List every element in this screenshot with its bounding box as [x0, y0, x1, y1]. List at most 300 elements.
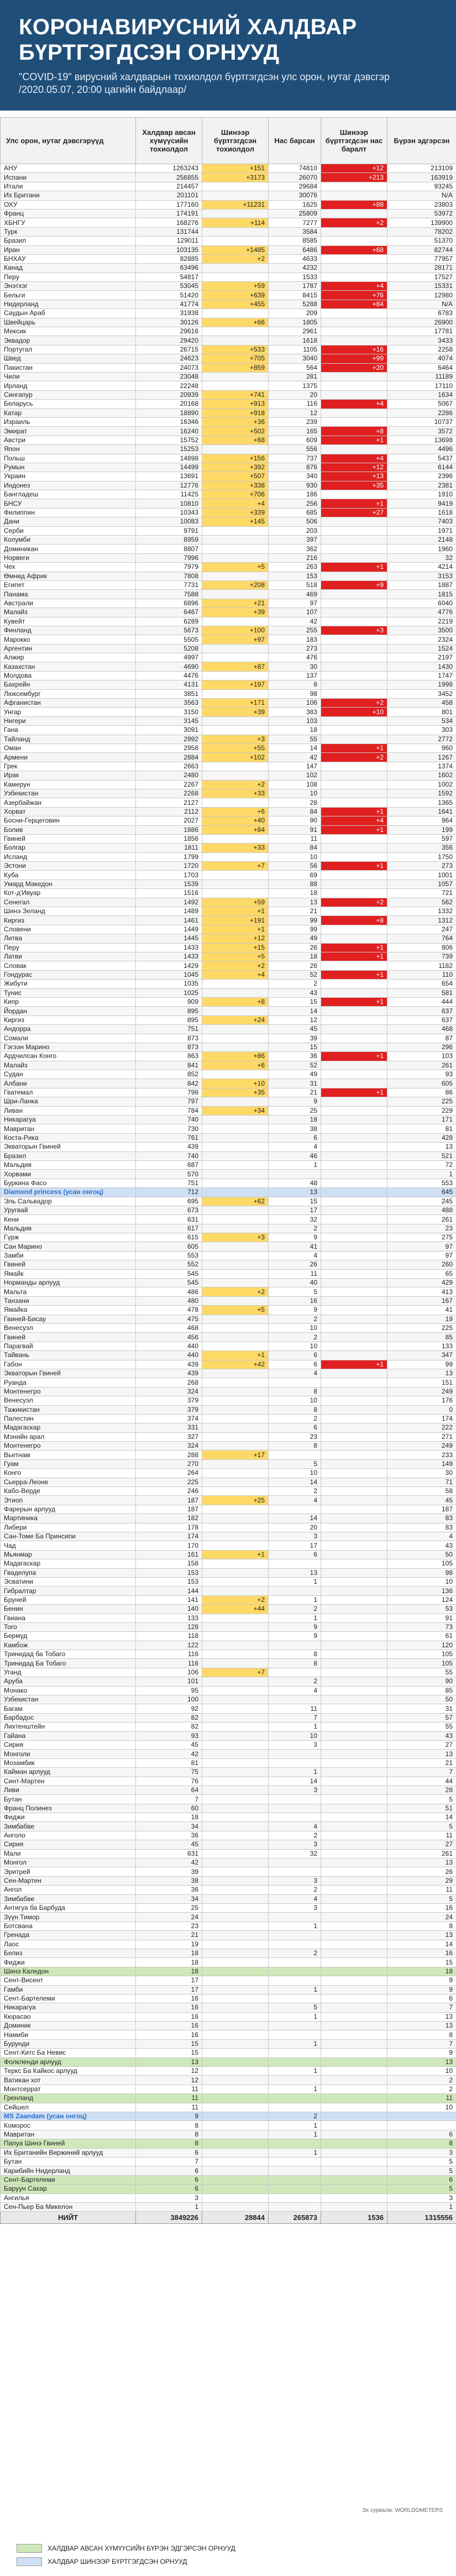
new-deaths-cell	[321, 644, 387, 653]
table-row	[1, 1921, 456, 1930]
cases-cell: 784	[136, 1106, 202, 1115]
new-cases-cell	[202, 1070, 269, 1079]
new-cases-cell: +191	[202, 916, 269, 925]
country-name-cell: Аруба	[1, 1677, 136, 1686]
country-name-cell: Гана	[1, 726, 136, 735]
table-row	[1, 716, 456, 725]
table-row	[1, 1949, 456, 1957]
table-row	[1, 291, 456, 300]
cases-cell: 740	[136, 1151, 202, 1160]
recovered-cell: 82744	[387, 245, 456, 254]
deaths-cell: 56	[269, 862, 321, 871]
deaths-cell	[269, 2103, 321, 2112]
new-cases-cell	[202, 1577, 269, 1586]
cases-cell: 751	[136, 1025, 202, 1034]
new-deaths-cell	[321, 1224, 387, 1233]
country-name-cell: Фолкленди арлууд	[1, 2057, 136, 2066]
cases-cell: 440	[136, 1342, 202, 1350]
country-name-cell: Алжир	[1, 653, 136, 662]
table-row	[1, 1704, 456, 1713]
country-name-cell: Киргиз	[1, 916, 136, 925]
country-name-cell: Хорват	[1, 807, 136, 816]
table-row	[1, 889, 456, 898]
recovered-cell: 2381	[387, 481, 456, 490]
new-cases-cell: +97	[202, 635, 269, 644]
new-deaths-cell	[321, 1260, 387, 1269]
new-cases-cell: +913	[202, 400, 269, 409]
table-row	[1, 2130, 456, 2139]
cases-cell: 2958	[136, 744, 202, 753]
new-deaths-cell	[321, 2157, 387, 2166]
recovered-cell: 1602	[387, 771, 456, 780]
new-deaths-cell	[321, 1414, 387, 1423]
table-row	[1, 1097, 456, 1106]
cases-cell: 605	[136, 1242, 202, 1251]
table-row	[1, 1034, 456, 1043]
cases-cell: 116	[136, 1650, 202, 1659]
cases-cell: 475	[136, 1315, 202, 1323]
country-name-cell: Антигуа ба Барбуда	[1, 1904, 136, 1913]
new-cases-cell	[202, 1432, 269, 1441]
deaths-cell: 1	[269, 2085, 321, 2093]
country-name-cell: Румын	[1, 463, 136, 472]
recovered-cell: 77957	[387, 254, 456, 263]
deaths-cell: 506	[269, 517, 321, 526]
new-cases-cell: +8	[202, 997, 269, 1006]
recovered-cell: 245	[387, 1197, 456, 1206]
new-cases-cell	[202, 762, 269, 771]
recovered-cell: 605	[387, 1079, 456, 1088]
new-deaths-cell: +1	[321, 744, 387, 753]
new-deaths-cell: +1	[321, 807, 387, 816]
table-row	[1, 1378, 456, 1387]
table-row	[1, 481, 456, 490]
cases-cell: 2992	[136, 735, 202, 744]
deaths-cell: 3	[269, 1840, 321, 1849]
new-cases-cell	[202, 1849, 269, 1858]
new-deaths-cell	[321, 1124, 387, 1133]
new-deaths-cell	[321, 1568, 387, 1577]
new-deaths-cell	[321, 381, 387, 390]
new-cases-cell	[202, 536, 269, 544]
new-cases-cell	[202, 771, 269, 780]
deaths-cell	[269, 2202, 321, 2211]
table-row	[1, 264, 456, 273]
new-cases-cell	[202, 1713, 269, 1722]
country-name-cell: Бангладеш	[1, 490, 136, 499]
country-name-cell: Эсватини	[1, 1577, 136, 1586]
table-row	[1, 1559, 456, 1568]
country-name-cell: Андорра	[1, 1025, 136, 1034]
new-deaths-cell	[321, 1405, 387, 1414]
new-cases-cell	[202, 1251, 269, 1260]
country-name-cell: Diamond princess (усан онгоц)	[1, 1188, 136, 1197]
country-name-cell: Сьерра-Леоне	[1, 1478, 136, 1486]
deaths-cell	[269, 1913, 321, 1921]
deaths-cell: 255	[269, 626, 321, 635]
country-name-cell: Австри	[1, 436, 136, 444]
recovered-cell: 73	[387, 1622, 456, 1631]
new-deaths-cell: +2	[321, 218, 387, 227]
recovered-cell: 97	[387, 1242, 456, 1251]
new-deaths-cell	[321, 1921, 387, 1930]
country-name-cell: Пакистан	[1, 363, 136, 372]
country-name-cell: Этиоп	[1, 1496, 136, 1505]
country-name-cell: Тайвань	[1, 1351, 136, 1360]
new-deaths-cell	[321, 608, 387, 617]
table-row	[1, 1251, 456, 1260]
table-row	[1, 1197, 456, 1206]
cases-cell: 468	[136, 1324, 202, 1333]
new-deaths-cell	[321, 2193, 387, 2202]
recovered-cell: 645	[387, 1188, 456, 1197]
table-row	[1, 2166, 456, 2175]
new-cases-cell	[202, 834, 269, 843]
new-cases-cell	[202, 653, 269, 662]
deaths-cell: 1	[269, 1921, 321, 1930]
recovered-cell: 13698	[387, 436, 456, 444]
new-deaths-cell	[321, 536, 387, 544]
table-row	[1, 1840, 456, 1849]
new-deaths-cell	[321, 1931, 387, 1940]
deaths-cell: 38	[269, 1124, 321, 1133]
table-row	[1, 590, 456, 599]
cases-cell: 456	[136, 1333, 202, 1342]
table-row	[1, 508, 456, 517]
deaths-cell: 45	[269, 1025, 321, 1034]
deaths-cell: 13	[269, 1568, 321, 1577]
deaths-cell: 876	[269, 463, 321, 472]
recovered-cell: 347	[387, 1351, 456, 1360]
new-cases-cell: +66	[202, 318, 269, 327]
table-row	[1, 1224, 456, 1233]
deaths-cell: 15	[269, 997, 321, 1006]
deaths-cell: 41	[269, 1242, 321, 1251]
country-name-cell: Замби	[1, 1251, 136, 1260]
deaths-cell: 20	[269, 390, 321, 399]
new-cases-cell: +156	[202, 454, 269, 463]
table-row	[1, 1858, 456, 1867]
country-name-cell: Сент-Висент	[1, 1976, 136, 1985]
table-row	[1, 997, 456, 1006]
table-row	[1, 1795, 456, 1804]
table-row	[1, 1188, 456, 1197]
table-row	[1, 1287, 456, 1296]
recovered-cell: 581	[387, 988, 456, 997]
recovered-cell: 654	[387, 980, 456, 988]
country-name-cell: Эль Сальвадор	[1, 1197, 136, 1206]
cases-cell: 16	[136, 2030, 202, 2039]
recovered-cell: 2197	[387, 653, 456, 662]
deaths-cell: 49	[269, 1070, 321, 1079]
cases-cell: 133	[136, 1614, 202, 1622]
recovered-cell: 23	[387, 1224, 456, 1233]
country-name-cell: Сент-Бартелеми	[1, 1994, 136, 2003]
deaths-cell: 930	[269, 481, 321, 490]
country-name-cell: Йордан	[1, 1007, 136, 1015]
new-deaths-cell	[321, 1650, 387, 1659]
new-cases-cell	[202, 1279, 269, 1287]
new-cases-cell	[202, 1822, 269, 1831]
new-cases-cell	[202, 2003, 269, 2012]
recovered-cell: 11	[387, 1831, 456, 1840]
deaths-cell: 26070	[269, 173, 321, 182]
deaths-cell: 31	[269, 1079, 321, 1088]
table-row	[1, 544, 456, 553]
new-cases-cell	[202, 553, 269, 562]
cases-cell: 545	[136, 1279, 202, 1287]
new-deaths-cell: +1	[321, 1360, 387, 1369]
deaths-cell: 4	[269, 1822, 321, 1831]
recovered-cell: 21	[387, 1758, 456, 1767]
new-deaths-cell	[321, 1904, 387, 1913]
cases-cell: 16346	[136, 417, 202, 426]
table-row	[1, 653, 456, 662]
new-cases-cell	[202, 1614, 269, 1622]
deaths-cell: 4	[269, 1496, 321, 1505]
new-cases-cell	[202, 1423, 269, 1432]
country-name-cell: Шинэ Зеланд	[1, 907, 136, 916]
new-cases-cell	[202, 1442, 269, 1451]
table-row	[1, 1822, 456, 1831]
new-deaths-cell	[321, 852, 387, 861]
cases-cell: 379	[136, 1396, 202, 1405]
new-cases-cell: +40	[202, 816, 269, 825]
deaths-cell	[269, 2057, 321, 2066]
country-name-cell: Венесуэл	[1, 1396, 136, 1405]
recovered-cell: 5	[387, 2166, 456, 2175]
table-row	[1, 1632, 456, 1641]
cases-cell: 3150	[136, 708, 202, 716]
recovered-cell: 44	[387, 1777, 456, 1786]
deaths-cell: 3	[269, 1786, 321, 1794]
new-cases-cell	[202, 1568, 269, 1577]
new-deaths-cell	[321, 2130, 387, 2139]
recovered-cell: 964	[387, 816, 456, 825]
cases-cell: 4476	[136, 671, 202, 680]
new-cases-cell: +100	[202, 626, 269, 635]
new-deaths-cell	[321, 1143, 387, 1151]
cases-cell: 4997	[136, 653, 202, 662]
table-row	[1, 1668, 456, 1677]
cases-cell: 439	[136, 1360, 202, 1369]
new-cases-cell	[202, 2076, 269, 2085]
recovered-cell: 5437	[387, 454, 456, 463]
new-cases-cell	[202, 1215, 269, 1224]
country-name-cell: Ангол	[1, 1886, 136, 1894]
recovered-cell: 51370	[387, 237, 456, 245]
cases-cell: 615	[136, 1233, 202, 1242]
new-cases-cell: +145	[202, 517, 269, 526]
new-cases-cell: +3	[202, 735, 269, 744]
recovered-cell: 120	[387, 1641, 456, 1650]
cases-cell: 264	[136, 1469, 202, 1478]
deaths-cell: 84	[269, 844, 321, 852]
country-name-cell: Монтенегро	[1, 1442, 136, 1451]
deaths-cell: 40	[269, 1279, 321, 1287]
country-name-cell: Бутан	[1, 1795, 136, 1804]
country-name-cell: Мальта	[1, 1287, 136, 1296]
new-cases-cell: +706	[202, 490, 269, 499]
deaths-cell: 16	[269, 1296, 321, 1305]
new-deaths-cell	[321, 2148, 387, 2157]
country-name-cell: Люксембург	[1, 689, 136, 698]
new-deaths-cell	[321, 789, 387, 798]
new-cases-cell	[202, 1587, 269, 1595]
country-name-cell: Бельги	[1, 291, 136, 300]
deaths-cell: 116	[269, 400, 321, 409]
cases-cell: 16240	[136, 427, 202, 436]
recovered-cell: 13	[387, 1931, 456, 1940]
table-row	[1, 617, 456, 626]
deaths-cell	[269, 2049, 321, 2057]
deaths-cell: 1	[269, 1160, 321, 1169]
new-deaths-cell	[321, 445, 387, 454]
deaths-cell: 8415	[269, 291, 321, 300]
deaths-cell: 97	[269, 599, 321, 608]
new-cases-cell	[202, 1659, 269, 1668]
new-cases-cell: +114	[202, 218, 269, 227]
cases-cell: 841	[136, 1061, 202, 1070]
recovered-cell: 247	[387, 925, 456, 934]
cases-cell: 51420	[136, 291, 202, 300]
table-row	[1, 1116, 456, 1124]
new-cases-cell: +44	[202, 1605, 269, 1614]
new-deaths-cell	[321, 1514, 387, 1523]
deaths-cell: 15	[269, 1197, 321, 1206]
country-name-cell: Умард Македон	[1, 879, 136, 888]
table-row	[1, 780, 456, 789]
recovered-cell: 7	[387, 2039, 456, 2048]
new-cases-cell	[202, 209, 269, 218]
cases-cell: 178	[136, 1523, 202, 1532]
table-row	[1, 1007, 456, 1015]
country-name-cell: Бермуд	[1, 1632, 136, 1641]
deaths-cell: 20	[269, 1523, 321, 1532]
new-cases-cell	[202, 1324, 269, 1333]
new-deaths-cell	[321, 1160, 387, 1169]
recovered-cell: 6783	[387, 309, 456, 318]
country-name-cell: Украин	[1, 472, 136, 481]
country-name-cell: Кюрасао	[1, 2012, 136, 2021]
country-name-cell: Танзани	[1, 1296, 136, 1305]
deaths-cell: 6	[269, 1423, 321, 1432]
new-deaths-cell	[321, 1632, 387, 1641]
country-name-cell: Гвиней	[1, 1260, 136, 1269]
recovered-cell: 5067	[387, 400, 456, 409]
deaths-cell	[269, 1958, 321, 1967]
table-row	[1, 254, 456, 263]
new-cases-cell: +705	[202, 354, 269, 363]
recovered-cell: 7403	[387, 517, 456, 526]
cases-cell: 93	[136, 1731, 202, 1740]
cases-cell: 895	[136, 1015, 202, 1024]
new-deaths-cell	[321, 1595, 387, 1604]
table-row	[1, 2185, 456, 2193]
recovered-cell: 3500	[387, 626, 456, 635]
new-cases-cell: +533	[202, 345, 269, 354]
country-name-cell: Гондурас	[1, 970, 136, 979]
deaths-cell	[269, 1976, 321, 1985]
country-name-cell: Азербайжан	[1, 798, 136, 807]
deaths-cell: 216	[269, 553, 321, 562]
new-deaths-cell	[321, 2049, 387, 2057]
country-name-cell: Камбож	[1, 1641, 136, 1650]
new-deaths-cell	[321, 1786, 387, 1794]
new-cases-cell	[202, 1840, 269, 1849]
legend-label: ХАЛДВАР ШИНЭЭР БҮРТГЭГДСЭН ОРНУУД	[48, 2558, 187, 2565]
cases-cell: 852	[136, 1070, 202, 1079]
recovered-cell: 1365	[387, 798, 456, 807]
cases-cell: 324	[136, 1387, 202, 1396]
cases-cell: 38	[136, 1876, 202, 1885]
new-deaths-cell	[321, 273, 387, 281]
table-row	[1, 354, 456, 363]
new-cases-cell: +339	[202, 508, 269, 517]
table-row	[1, 1740, 456, 1749]
table-row	[1, 1451, 456, 1459]
cases-cell: 1433	[136, 943, 202, 952]
table-row	[1, 1849, 456, 1858]
deaths-cell: 6	[269, 1550, 321, 1559]
legend-label: ХАЛДВАР АВСАН ХҮМҮҮСИЙН БҮРЭН ЭДГЭРСЭН ОРНУУД	[48, 2544, 235, 2552]
new-deaths-cell	[321, 1532, 387, 1541]
deaths-cell	[269, 2139, 321, 2148]
country-name-cell: Монако	[1, 1686, 136, 1695]
deaths-cell: 26	[269, 943, 321, 952]
new-deaths-cell	[321, 1170, 387, 1179]
cases-cell: 18	[136, 1958, 202, 1967]
deaths-cell: 25809	[269, 209, 321, 218]
cases-cell: 63496	[136, 264, 202, 273]
legend-swatch-blue	[17, 2557, 42, 2566]
table-row	[1, 1206, 456, 1214]
recovered-cell: 78202	[387, 227, 456, 236]
new-cases-cell: +39	[202, 708, 269, 716]
table-row	[1, 209, 456, 218]
recovered-cell: 87	[387, 1034, 456, 1043]
new-cases-cell	[202, 1224, 269, 1233]
country-name-cell: Гренланд	[1, 2094, 136, 2103]
deaths-cell: 8585	[269, 237, 321, 245]
deaths-cell: 1	[269, 2130, 321, 2139]
col-header-cases: Халдвар авсан хүмүүсийн тохиолдол	[136, 118, 202, 164]
recovered-cell: 105	[387, 1659, 456, 1668]
new-deaths-cell	[321, 762, 387, 771]
recovered-cell: 11189	[387, 372, 456, 381]
deaths-cell: 4232	[269, 264, 321, 273]
new-cases-cell: +338	[202, 481, 269, 490]
country-name-cell: Мексик	[1, 327, 136, 336]
deaths-cell: 107	[269, 608, 321, 617]
new-cases-cell	[202, 1632, 269, 1641]
deaths-cell: 8	[269, 1405, 321, 1414]
table-row	[1, 1061, 456, 1070]
country-name-cell: Гуам	[1, 1459, 136, 1468]
table-row	[1, 381, 456, 390]
deaths-cell: 1375	[269, 381, 321, 390]
new-cases-cell	[202, 309, 269, 318]
cases-cell: 82885	[136, 254, 202, 263]
recovered-cell: 2148	[387, 536, 456, 544]
cases-cell: 12776	[136, 481, 202, 490]
country-name-cell: Судан	[1, 1070, 136, 1079]
deaths-cell: 1	[269, 1595, 321, 1604]
country-name-cell: Тайланд	[1, 735, 136, 744]
new-deaths-cell	[321, 2202, 387, 2211]
cases-cell: 2267	[136, 780, 202, 789]
cases-cell: 9	[136, 2112, 202, 2121]
